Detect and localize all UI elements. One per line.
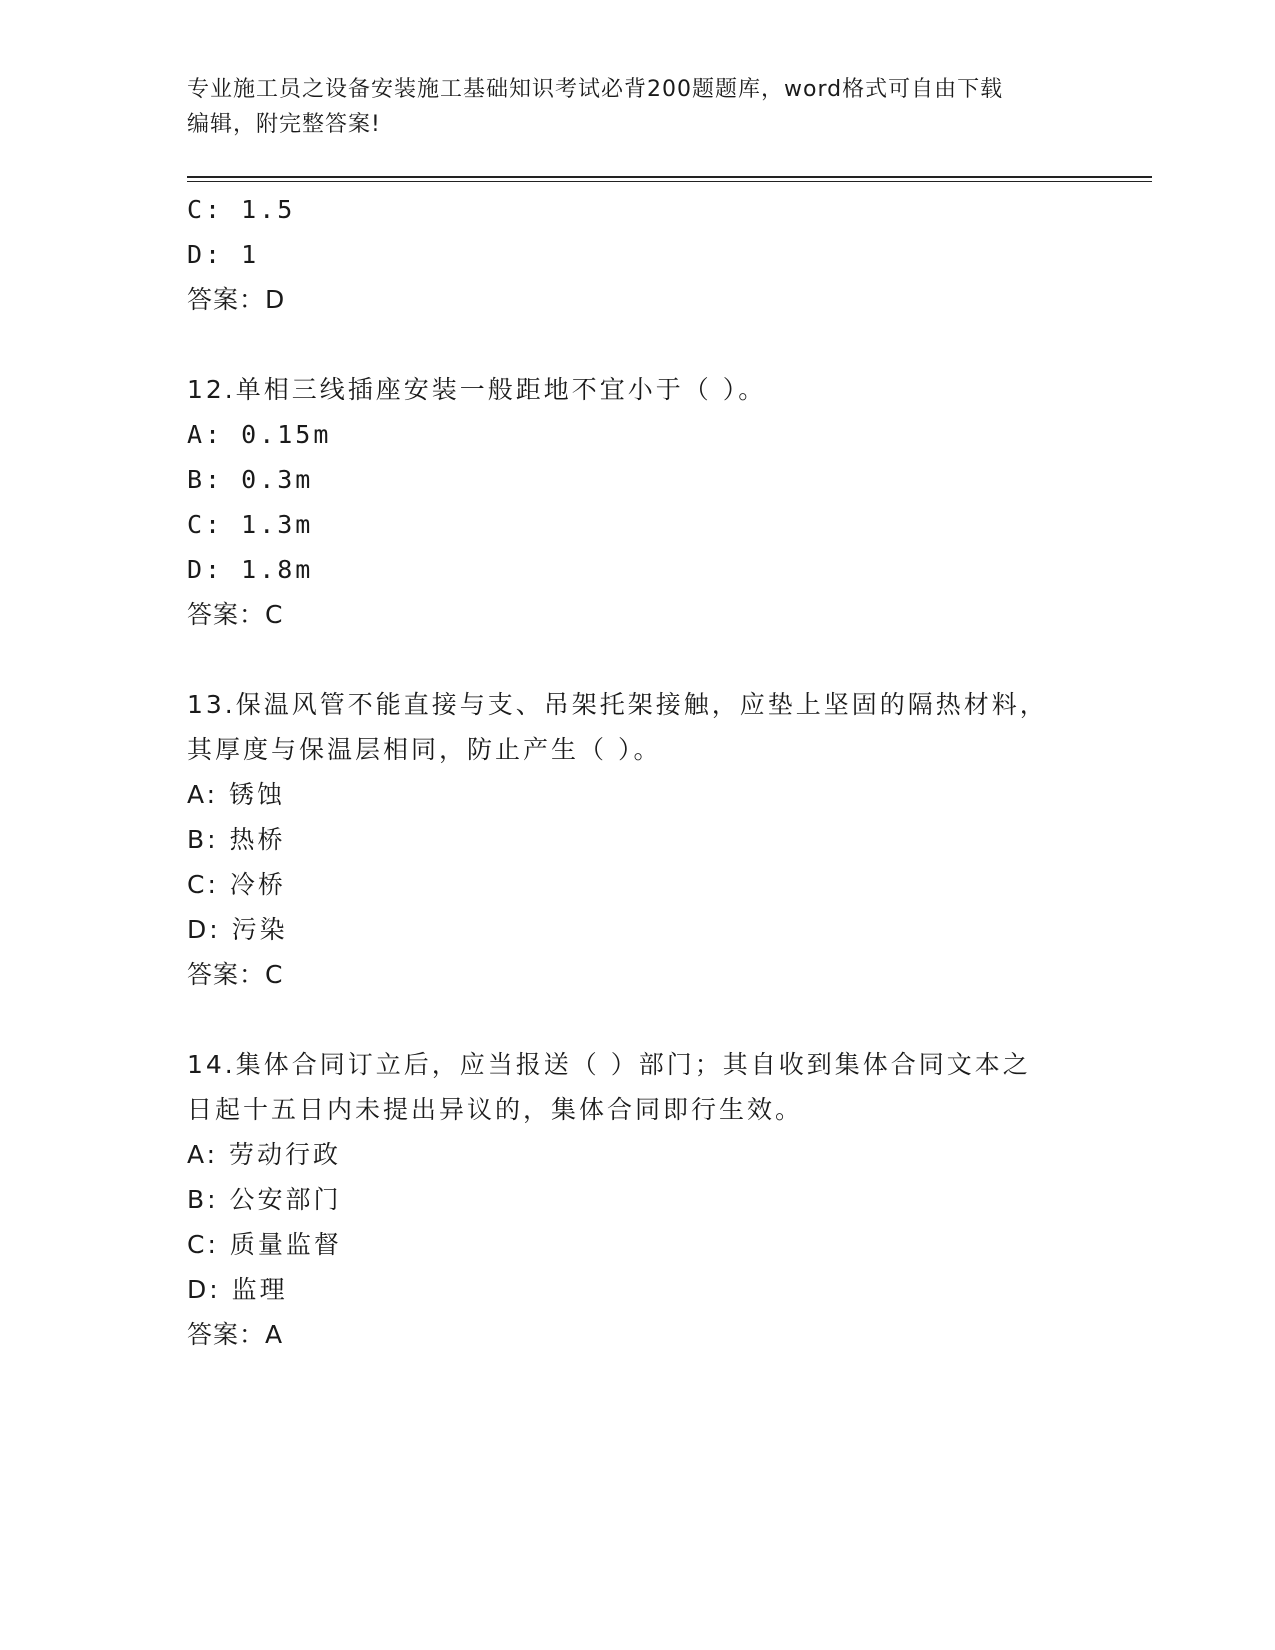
option-line: A: 劳动行政	[187, 1140, 342, 1169]
option-line: D: 1.8m	[187, 555, 314, 584]
option-line: D: 污染	[187, 915, 288, 944]
header-divider-thin	[187, 181, 1152, 182]
document-header	[187, 72, 1087, 142]
answer-line: 答案：A	[187, 1320, 284, 1349]
option-line: A: 0.15m	[187, 420, 332, 449]
header-line-2: 编辑，附完整答案!	[187, 112, 381, 137]
header-divider-thick	[187, 176, 1152, 178]
option-line: C: 1.5	[187, 195, 296, 224]
option-line: D: 监理	[187, 1275, 288, 1304]
question-line: 13.保温风管不能直接与支、吊架托架接触，应垫上坚固的隔热材料，	[187, 690, 1048, 719]
answer-line: 答案：C	[187, 600, 284, 629]
header-line-1: 专业施工员之设备安装施工基础知识考试必背200题题库，word格式可自由下载	[187, 77, 1004, 102]
question-line: 其厚度与保温层相同，防止产生（ ）。	[187, 735, 662, 764]
option-line: C: 1.3m	[187, 510, 314, 539]
option-line: A: 锈蚀	[187, 780, 286, 809]
option-line: C: 冷桥	[187, 870, 286, 899]
option-line: B: 热桥	[187, 825, 286, 854]
answer-line: 答案：D	[187, 285, 286, 314]
question-line: 12.单相三线插座安装一般距地不宜小于（ ）。	[187, 375, 767, 404]
option-line: B: 0.3m	[187, 465, 314, 494]
answer-line: 答案：C	[187, 960, 284, 989]
question-line: 14.集体合同订立后，应当报送（ ）部门；其自收到集体合同文本之	[187, 1050, 1031, 1079]
option-line: C: 质量监督	[187, 1230, 342, 1259]
option-line: B: 公安部门	[187, 1185, 342, 1214]
question-line: 日起十五日内未提出异议的，集体合同即行生效。	[187, 1095, 804, 1124]
option-line: D: 1	[187, 240, 260, 269]
